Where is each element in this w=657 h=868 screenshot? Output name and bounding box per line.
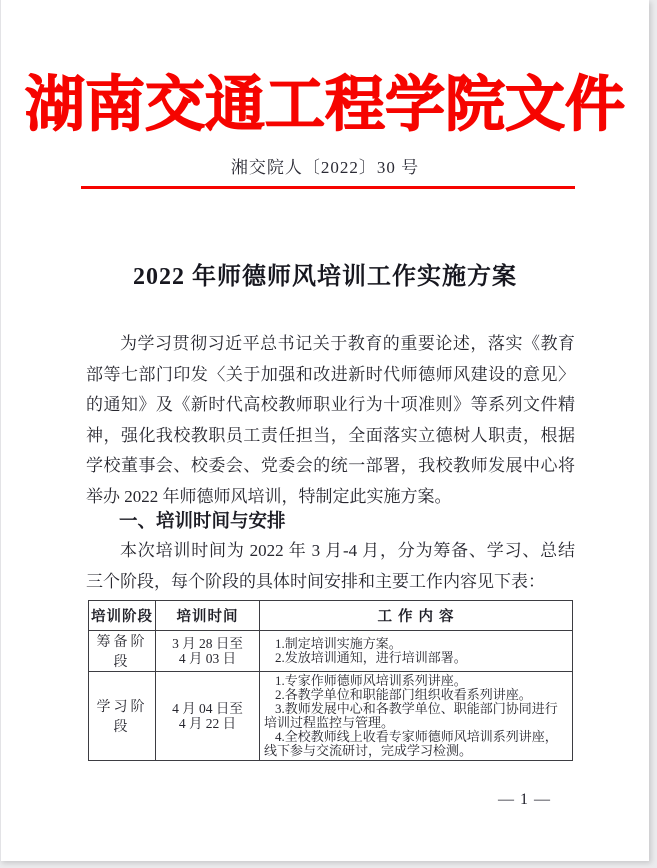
time-line: 3 月 28 日至 [172,636,243,651]
document-title: 2022 年师德师风培训工作实施方案 [133,264,517,290]
section-heading-training-schedule: 一、培训时间与安排 [119,510,286,531]
document-number: 湘交院人〔2022〕30 号 [230,158,420,177]
time-line: 4 月 04 日至 [172,701,243,716]
table-row [89,631,573,672]
paragraph-line: 本次培训时间为 2022 年 3 月-4 月，分为筹备、学习、总结 [120,541,575,560]
table-row [89,672,573,761]
time-cell [156,672,260,761]
time-line: 4 月 03 日 [178,651,237,666]
column-header-time: 培训时间 [156,601,260,631]
work-content-cell [260,672,573,761]
work-item: 3.教师发展中心和各教学单位、职能部门协同进行培训过程监控与管理。 [264,701,558,730]
paragraph-line: 学校董事会、校委会、党委会的统一部署，我校教师发展中心将 [86,456,575,475]
time-line: 4 月 22 日 [178,716,237,731]
paragraph-1 [86,329,575,512]
table-header-row [89,601,573,631]
paragraph-line: 三个阶段，每个阶段的具体时间安排和主要工作内容见下表： [86,571,545,591]
page-number: — 1 — [498,791,551,808]
red-divider-rule [81,186,575,189]
work-item: 1.专家作师德师风培训系列讲座。 [275,673,467,688]
work-content-cell [260,631,573,672]
paragraph-line: 的通知》及《新时代高校教师职业行为十项准则》等系列文件精 [86,395,575,414]
paragraph-line: 神，强化我校教职员工责任担当，全面落实立德树人职责，根据 [86,425,575,445]
paragraph-line: 部等七部门印发〈关于加强和改进新时代师德师风建设的意见〉 [86,364,575,384]
paragraph-line: 为学习贯彻习近平总书记关于教育的重要论述，落实《教育 [120,334,575,353]
time-cell [156,631,260,672]
column-header-content: 工 作 内 容 [260,601,573,631]
paragraph-line: 举办 2022 年师德师风培训，特制定此实施方案。 [86,486,452,506]
stage-cell: 筹备阶段 [89,631,156,672]
organization-title: 湖南交通工程学院文件 [25,72,625,138]
column-header-stage: 培训阶段 [89,601,156,631]
work-item: 2.各教学单位和职能部门组织收看系列讲座。 [275,687,532,702]
work-item: 2.发放培训通知，进行培训部署。 [275,650,467,665]
work-item: 4.全校教师线上收看专家师德师风培训系列讲座，线下参与交流研讨，完成学习检测。 [264,729,558,758]
work-item: 1.制定培训实施方案。 [275,636,402,651]
paragraph-2 [86,536,575,597]
stage-cell: 学习阶段 [89,672,156,761]
training-schedule-table [88,600,573,761]
